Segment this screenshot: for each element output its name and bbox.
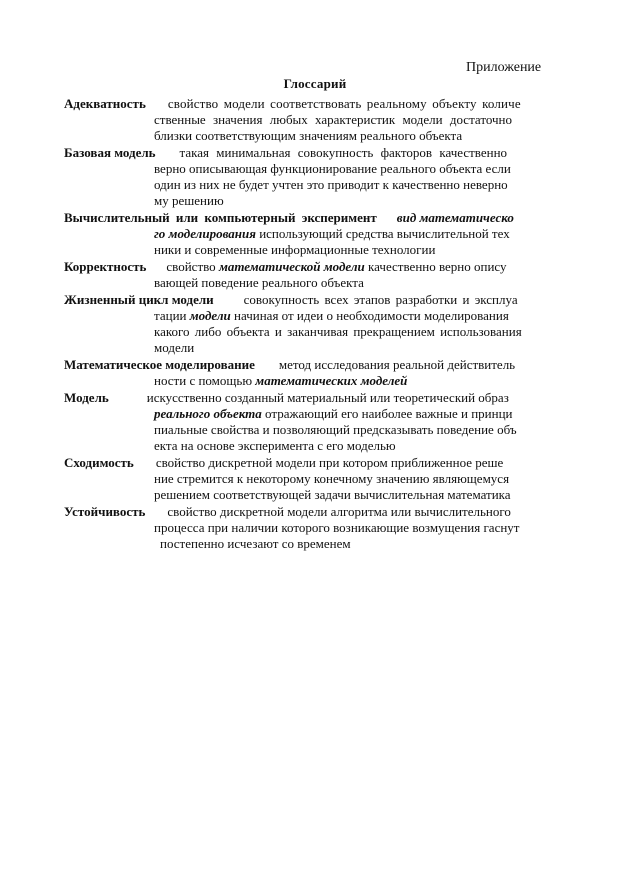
definition-line: постепенно исчезают со временем [160, 536, 351, 551]
definition-line: совокупность всех этапов разработки и эксплуа [243, 292, 518, 307]
glossary-entry [64, 292, 556, 356]
glossary-entry [64, 504, 556, 552]
glossary-list [64, 96, 556, 553]
entry-first-line [64, 210, 556, 226]
definition-line: свойство дискретной модели алгоритма или вычислительного [167, 504, 511, 519]
definition-line: вающей поведение реального объекта [154, 275, 364, 290]
definition-line: пиальные свойства и позволяющий предсказывать поведение объ [154, 422, 517, 437]
entry-first-line [64, 259, 556, 275]
glossary-term: Базовая модель [64, 145, 156, 160]
definition-line: ние стремится к некоторому конечному значению являющемуся [154, 471, 510, 486]
entry-first-line [64, 96, 556, 112]
definition-line: такая минимальная совокупность факторов качественно [179, 145, 508, 160]
glossary-term: Корректность [64, 259, 147, 274]
definition-line: му решению [154, 193, 224, 208]
definition-line: свойство математической модели качественно верно опису [166, 259, 507, 274]
glossary-term: Устойчивость [64, 504, 146, 519]
appendix-label: Приложение [466, 60, 542, 75]
page-title: Глоссарий [283, 76, 347, 91]
entry-first-line [64, 390, 556, 406]
definition-line: какого либо объекта и заканчивая прекращением использования [154, 324, 522, 339]
definition-line: ственные значения любых характеристик модели достаточно [154, 112, 513, 127]
glossary-term: Вычислительный или компьютерный эксперимент [64, 210, 377, 225]
entry-first-line [64, 504, 556, 520]
definition-line: ники и современные информационные технологии [154, 242, 436, 257]
glossary-entry [64, 96, 556, 144]
glossary-entry [64, 455, 556, 503]
definition-line: метод исследования реальной действитель [278, 357, 516, 372]
definition-line: процесса при наличии которого возникающие возмущения гаснут [154, 520, 520, 535]
glossary-entry [64, 145, 556, 209]
entry-first-line [64, 292, 556, 308]
glossary-entry [64, 390, 556, 454]
emphasized-term: го моделирования [154, 226, 256, 241]
glossary-term: Сходимость [64, 455, 134, 470]
emphasized-term: реального объекта [154, 406, 262, 421]
glossary-term: Адекватность [64, 96, 146, 111]
glossary-term: Модель [64, 390, 109, 405]
entry-first-line [64, 357, 556, 373]
definition-line: реального объекта отражающий его наиболее важные и принци [154, 406, 513, 421]
emphasized-term: математических моделей [255, 373, 408, 388]
entry-first-line [64, 145, 556, 161]
definition-line: модели [154, 340, 195, 355]
definition-line: верно описывающая функционирование реального объекта если [154, 161, 511, 176]
definition-line: вид математическо [396, 210, 514, 225]
emphasized-term: модели [189, 308, 231, 323]
glossary-entry [64, 210, 556, 258]
definition-line: тации модели начиная от идеи о необходимости моделирования [154, 308, 509, 323]
definition-line: го моделирования использующий средства вычислительной тех [154, 226, 510, 241]
definition-line: близки соответствующим значениям реального объекта [154, 128, 463, 143]
emphasized-term: математической модели [218, 259, 365, 274]
definition-line: свойство дискретной модели при котором приближенное реше [155, 455, 504, 470]
definition-line: искусственно созданный материальный или теоретический образ [146, 390, 509, 405]
definition-line: екта на основе эксперимента с его моделью [154, 438, 396, 453]
glossary-term: Жизненный цикл модели [64, 292, 214, 307]
entry-first-line [64, 455, 556, 471]
glossary-entry [64, 259, 556, 291]
definition-line: один из них не будет учтен это приводит к качественно неверно [154, 177, 508, 192]
glossary-term: Математическое моделирование [64, 357, 255, 372]
definition-line: решением соответствующей задачи вычислительная математика [154, 487, 511, 502]
definition-line: ности с помощью математических моделей [154, 373, 408, 388]
glossary-entry [64, 357, 556, 389]
definition-line: свойство модели соответствовать реальному объекту количе [167, 96, 521, 111]
